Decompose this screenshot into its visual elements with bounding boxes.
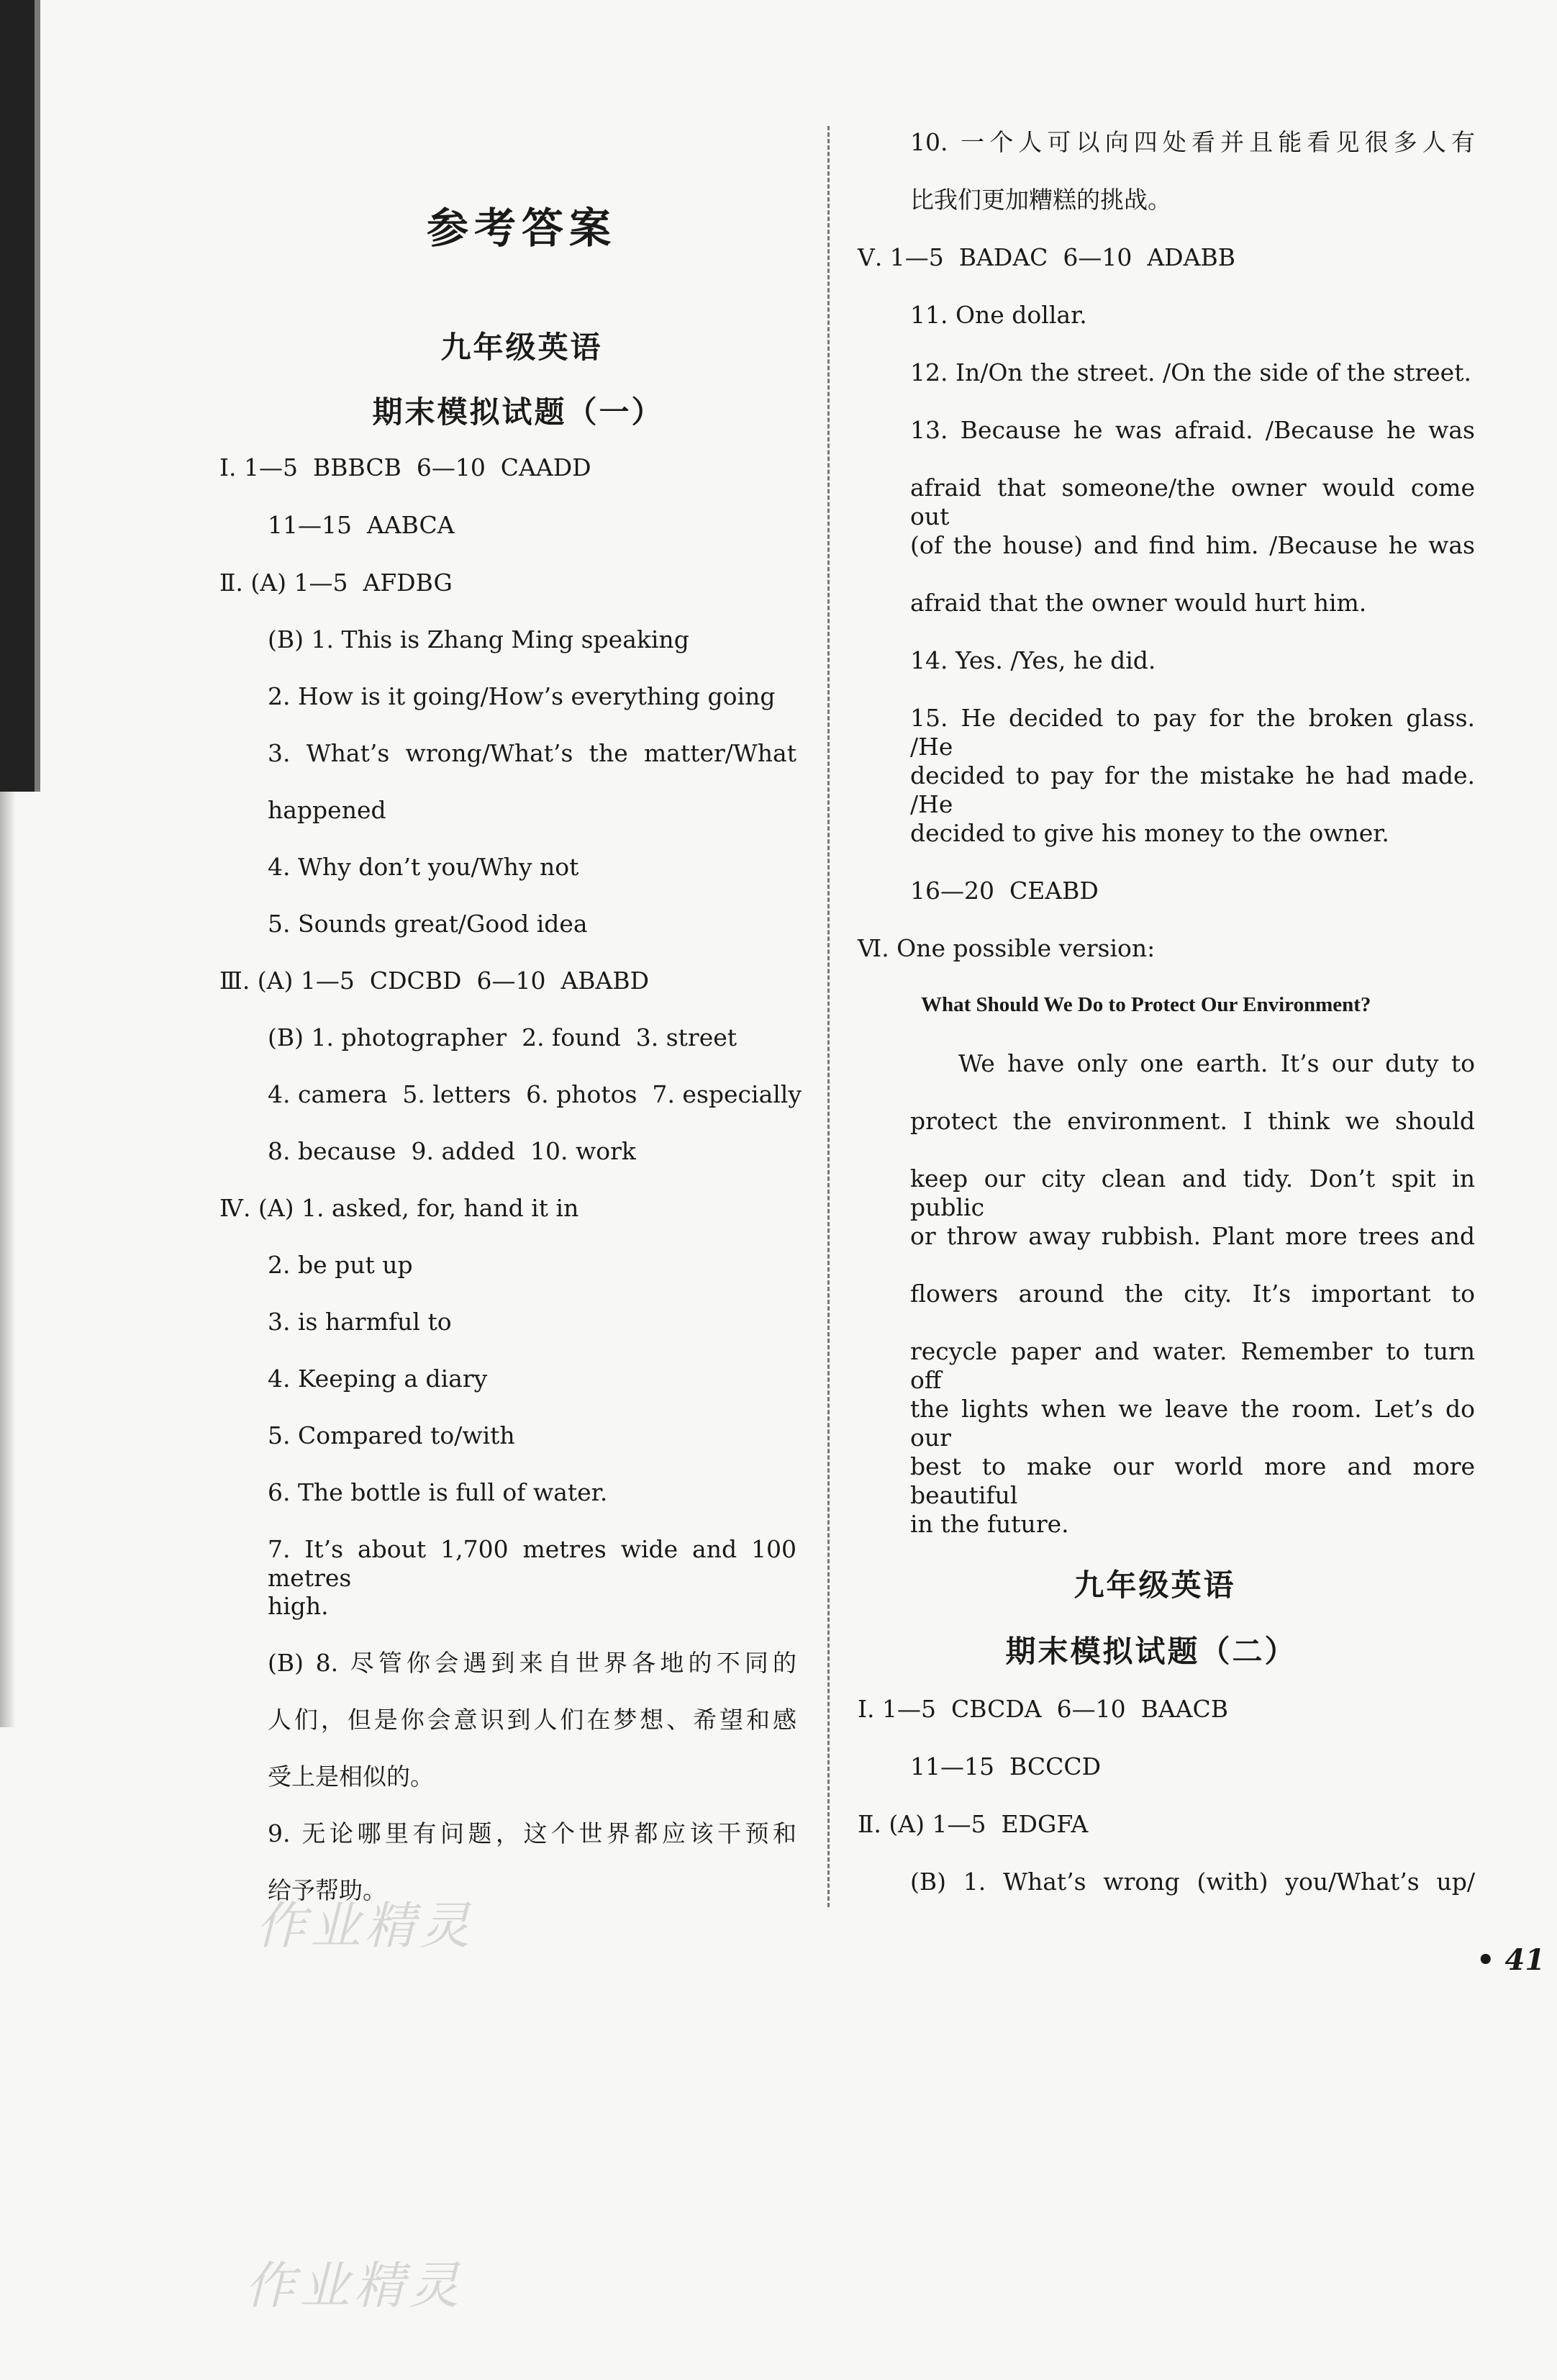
answer-line: Ⅵ. One possible version: [858,934,1156,962]
answer-line: 2. How is it going/How’s everything going [268,682,776,710]
section-heading: 九年级英语 [440,330,603,365]
answer-line: (B) 8. 尽管你会遇到来自世界各地的不同的 [268,1649,796,1677]
answer-line: 4. Why don’t you/Why not [268,853,579,881]
essay-line: protect the environment. I think we should [910,1107,1475,1135]
answer-line: (B) 1. This is Zhang Ming speaking [268,625,689,653]
answer-line: 5. Sounds great/Good idea [268,910,588,938]
section-heading: 九年级英语 [1073,1567,1236,1603]
column-divider [827,126,830,1907]
answer-line: 2. be put up [268,1251,413,1279]
section-subheading: 期末模拟试题（一） [372,394,664,430]
answer-line: Ⅴ. 1—5 BADAC 6—10 ADABB [858,243,1235,271]
essay-line: or throw away rubbish. Plant more trees and [910,1222,1475,1250]
answer-line: decided to give his money to the owner. [910,819,1389,847]
answer-line: 4. camera 5. letters 6. photos 7. especially [268,1080,802,1108]
essay-line: in the future. [910,1510,1069,1538]
essay-line: flowers around the city. It’s important to [910,1280,1475,1308]
answer-line: 11. One dollar. [910,301,1087,329]
answer-line: decided to pay for the mistake he had made. /He [910,761,1475,818]
answer-line: 12. In/On the street. /On the side of the street. [910,358,1471,386]
answer-line: 比我们更加糟糕的挑战。 [910,186,1171,214]
answer-line: Ⅲ. (A) 1—5 CDCBD 6—10 ABABD [219,967,650,995]
answer-line: Ⅱ. (A) 1—5 EDGFA [858,1810,1089,1838]
answer-line: 人们，但是你会意识到人们在梦想、希望和感 [268,1706,796,1734]
essay-line: the lights when we leave the room. Let’s do our [910,1395,1475,1452]
answer-line: Ⅰ. 1—5 BBBCB 6—10 CAADD [219,453,591,481]
answer-line: 6. The bottle is full of water. [268,1478,608,1506]
essay-line: best to make our world more and more beautiful [910,1452,1475,1509]
answer-line: Ⅱ. (A) 1—5 AFDBG [219,569,453,597]
section-subheading: 期末模拟试题（二） [1005,1634,1297,1669]
page-title: 参考答案 [426,204,617,253]
answer-line: 3. What’s wrong/What’s the matter/What [268,739,796,767]
answer-line: (of the house) and find him. /Because he was [910,531,1475,559]
answer-line: (B) 1. What’s wrong (with) you/What’s up/ [910,1868,1475,1896]
answer-line: afraid that someone/the owner would come out [910,474,1475,530]
answer-line: 给予帮助。 [268,1876,386,1904]
page-binding-shadow [0,0,58,792]
answer-line: 13. Because he was afraid. /Because he was [910,416,1475,444]
answer-line: 11—15 BCCCD [910,1752,1102,1781]
watermark: 作业精灵 [245,2256,463,2315]
answer-line: 14. Yes. /Yes, he did. [910,646,1156,674]
answer-line: 7. It’s about 1,700 metres wide and 100 metres [268,1535,796,1592]
page-number: • 41 [1476,1943,1545,1977]
answer-line: 5. Compared to/with [268,1421,515,1449]
answer-line: afraid that the owner would hurt him. [910,589,1367,617]
answer-line: 16—20 CEABD [910,877,1099,905]
answer-line: 9. 无论哪里有问题，这个世界都应该干预和 [268,1819,796,1847]
answer-line: Ⅰ. 1—5 CBCDA 6—10 BAACB [858,1695,1228,1723]
essay-line: keep our city clean and tidy. Don’t spit in public [910,1164,1475,1221]
answer-line: 11—15 AABCA [268,511,455,539]
essay-line: recycle paper and water. Remember to turn off [910,1337,1475,1394]
answer-line: 4. Keeping a diary [268,1365,488,1393]
answer-line: happened [268,796,386,824]
essay-title: What Should We Do to Protect Our Environment? [921,993,1371,1016]
answer-line: 8. because 9. added 10. work [268,1137,636,1165]
answer-line: high. [268,1592,329,1620]
answer-line: 3. is harmful to [268,1308,452,1336]
page-edge-shadow [0,792,16,1727]
answer-line: Ⅳ. (A) 1. asked, for, hand it in [219,1194,579,1222]
watermark: 作业精灵 [255,1896,474,1955]
essay-line: We have only one earth. It’s our duty to [958,1049,1475,1077]
answer-line: 10. 一个人可以向四处看并且能看见很多人有 [910,128,1475,156]
answer-line: 15. He decided to pay for the broken glass. /He [910,704,1475,761]
answer-line: (B) 1. photographer 2. found 3. street [268,1023,737,1051]
answer-line: 受上是相似的。 [268,1763,434,1791]
